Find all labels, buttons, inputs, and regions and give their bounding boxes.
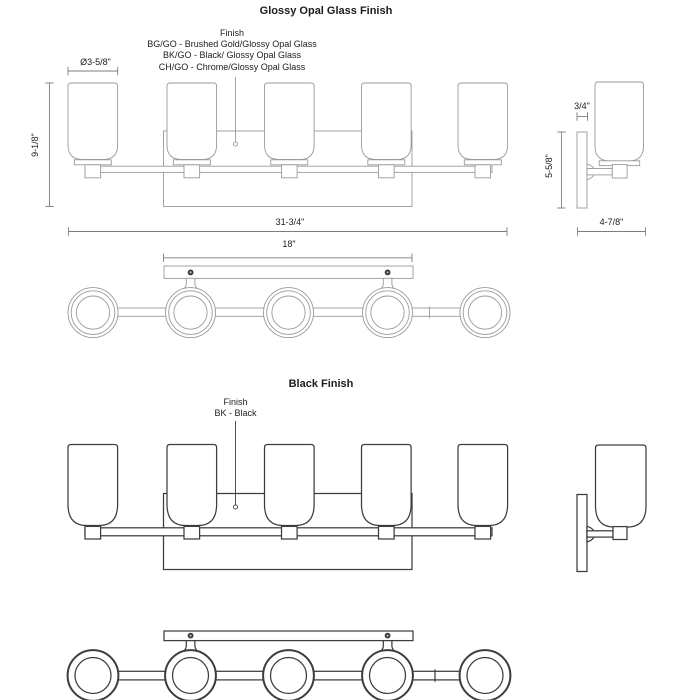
socket (475, 526, 491, 539)
glass-shade (265, 445, 315, 526)
opal-section-title: Glossy Opal Glass Finish (259, 4, 393, 17)
shade-top-rings (264, 288, 314, 338)
glass-shade (458, 445, 508, 526)
glass-shade (265, 83, 315, 160)
shade-top-rings (68, 650, 119, 700)
black-front-view (68, 421, 508, 570)
dim-overall-width-line (69, 227, 508, 235)
shade-rim (74, 160, 111, 165)
side-glass-shade (595, 82, 644, 161)
glass-shade (68, 83, 118, 160)
socket (475, 165, 491, 178)
socket (379, 526, 395, 539)
finish-label: Finish (219, 27, 244, 38)
shade-rim (464, 160, 501, 165)
finish-leader-dot (233, 505, 237, 509)
side-glass-shade (596, 445, 647, 527)
socket (282, 526, 298, 539)
shade-top-rings (165, 650, 216, 700)
shade-top-rings (460, 650, 511, 700)
dim-shade-diameter-line (68, 67, 118, 75)
shade-top-rings (363, 288, 413, 338)
glass-shade (167, 445, 217, 526)
black-side-view (577, 445, 646, 572)
screw-center (387, 271, 389, 273)
plan-backplate (164, 631, 413, 641)
opal-front-view (68, 77, 508, 207)
glass-shade (68, 445, 118, 526)
shade-rim (173, 160, 210, 165)
socket (184, 526, 200, 539)
finish-option: BK/GO - Black/ Glossy Opal Glass (162, 50, 302, 61)
shade-top-rings (263, 650, 314, 700)
side-arm (587, 531, 613, 537)
dim-wall-extension: 4-7/8" (599, 216, 624, 227)
glass-shade (362, 445, 412, 526)
black-plan-view (68, 631, 511, 700)
side-socket (612, 165, 627, 178)
dim-backplate-height-line (557, 132, 565, 208)
black-finish-legend (214, 397, 256, 420)
dim-backplate-width-line (164, 254, 413, 262)
screw-center (190, 271, 192, 273)
dim-backplate-depth: 3/4" (574, 100, 590, 111)
finish-option: BG/GO - Brushed Gold/Glossy Opal Glass (147, 38, 317, 49)
dim-fixture-height-line (45, 83, 53, 207)
glass-shade (167, 83, 217, 160)
socket (282, 165, 298, 178)
plan-backplate (164, 266, 413, 278)
finish-label: Finish (223, 397, 248, 407)
shade-rim (368, 160, 405, 165)
dim-backplate-height: 5-5/8" (543, 153, 554, 178)
shade-top-rings (362, 650, 413, 700)
finish-option: BK - Black (214, 408, 257, 419)
shade-top-rings (68, 288, 118, 338)
finish-option: CH/GO - Chrome/Glossy Opal Glass (158, 61, 306, 72)
glass-shade (362, 83, 412, 160)
socket (379, 165, 395, 178)
side-backplate (577, 495, 587, 572)
black-section-title: Black Finish (288, 377, 354, 390)
side-socket (613, 527, 627, 540)
dim-backplate-depth-line (577, 112, 588, 120)
shade-rim (271, 160, 308, 165)
socket (85, 526, 101, 539)
glass-shade (458, 83, 508, 160)
finish-leader-dot (233, 142, 237, 146)
side-backplate (577, 132, 587, 208)
shade-top-rings (166, 288, 216, 338)
dim-fixture-height: 9-1/8" (29, 133, 40, 157)
socket (184, 165, 200, 178)
screw-center (387, 635, 389, 637)
shade-top-rings (460, 288, 510, 338)
dim-shade-diameter: Ø3-5/8" (80, 57, 111, 67)
dim-overall-width: 31-3/4" (275, 217, 305, 227)
opal-finish-legend (147, 28, 317, 74)
socket (85, 165, 101, 178)
screw-center (190, 635, 192, 637)
dim-backplate-width: 18" (282, 239, 296, 249)
opal-plan-view (68, 266, 510, 338)
dim-wall-extension-line (578, 227, 646, 235)
side-arm (587, 169, 612, 175)
